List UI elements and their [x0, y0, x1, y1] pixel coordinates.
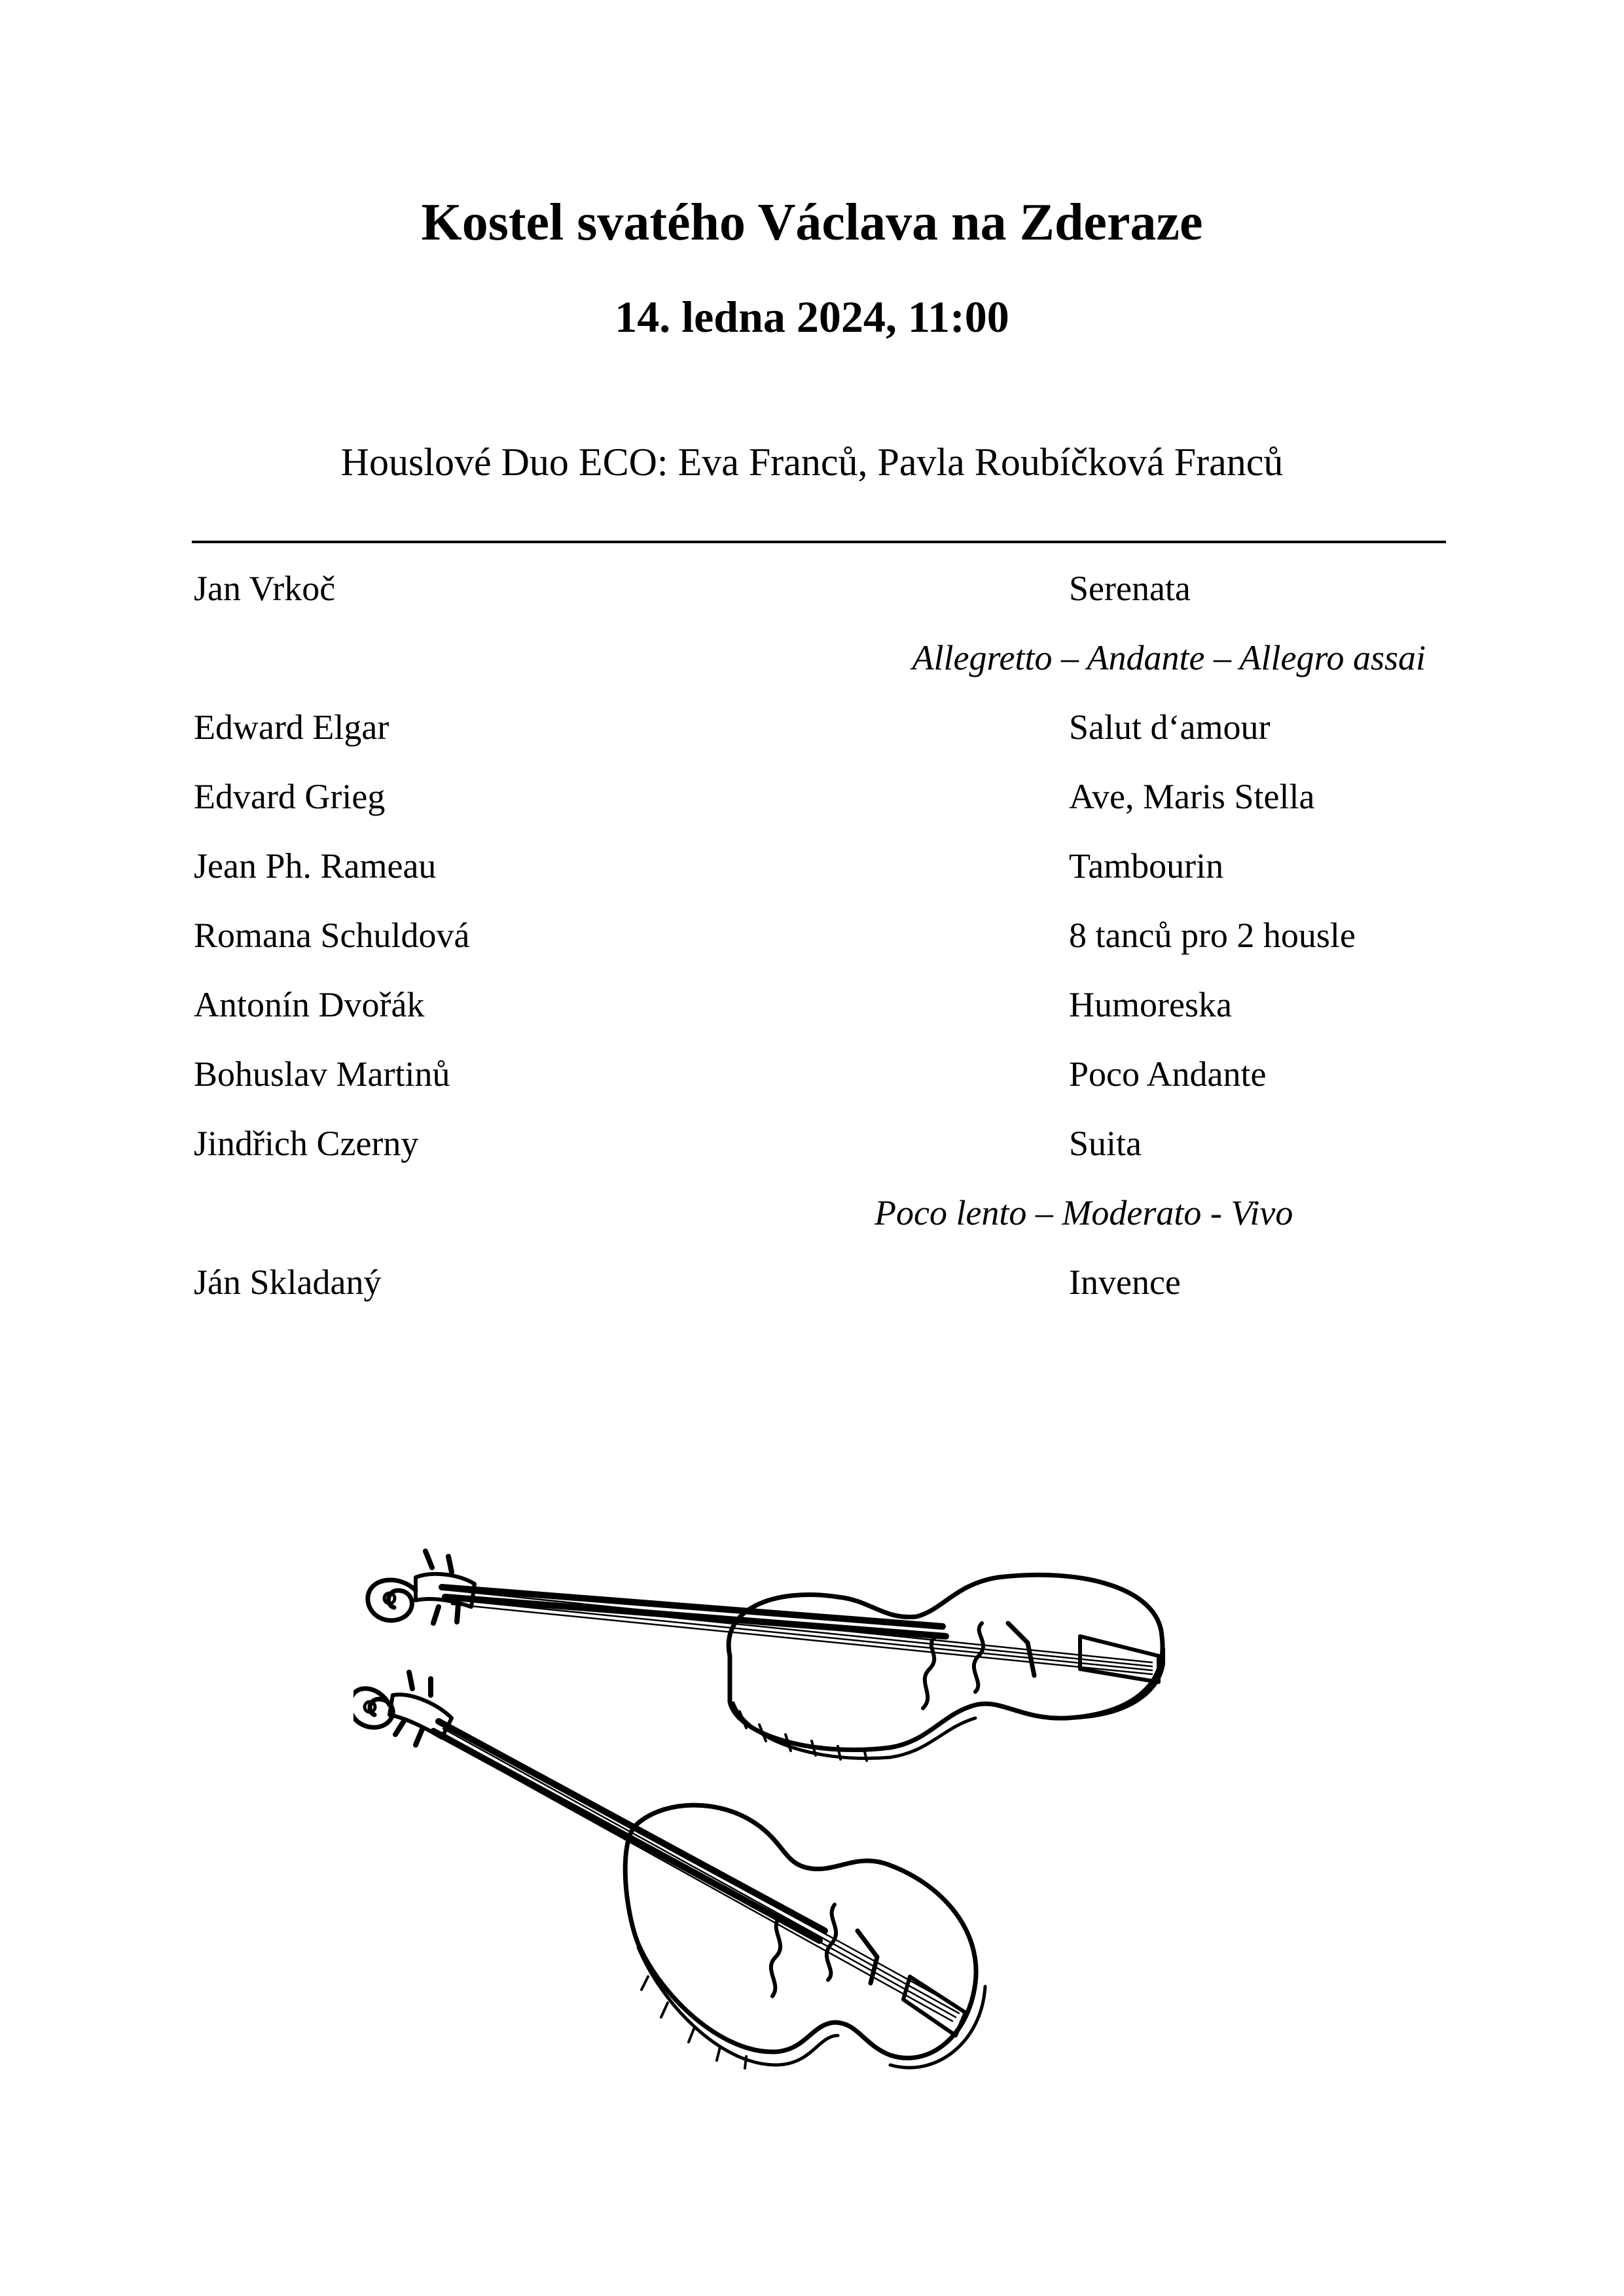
composer-name: Edward Elgar — [194, 708, 389, 747]
program-row — [0, 779, 1624, 848]
violin-lower-icon — [353, 1672, 985, 2068]
work-title: Serenata — [1069, 569, 1191, 608]
program-row — [0, 848, 1624, 918]
program-list — [0, 571, 1624, 1334]
composer-name: Jan Vrkoč — [194, 569, 336, 608]
composer-name: Jindřich Czerny — [194, 1124, 419, 1163]
program-movements-row — [0, 640, 1624, 709]
work-title: Tambourin — [1069, 846, 1224, 886]
venue-title: Kostel svatého Václava na Zderaze — [421, 194, 1203, 251]
program-row — [0, 1265, 1624, 1334]
work-title: Invence — [1069, 1263, 1181, 1302]
composer-name: Ján Skladaný — [194, 1263, 382, 1302]
violin-upper-icon — [368, 1551, 1164, 1761]
work-title: 8 tanců pro 2 housle — [1069, 916, 1356, 955]
work-title: Ave, Maris Stella — [1069, 777, 1315, 816]
program-row — [0, 571, 1624, 640]
composer-name: Romana Schuldová — [194, 916, 470, 955]
program-movements-row — [0, 1195, 1624, 1265]
performers-line: Houslové Duo ECO: Eva Franců, Pavla Roubíčková Franců — [340, 440, 1284, 484]
composer-name: Bohuslav Martinů — [194, 1054, 450, 1094]
work-title: Salut d‘amour — [1069, 708, 1271, 747]
divider-rule — [192, 541, 1446, 543]
work-title: Suita — [1069, 1124, 1142, 1163]
two-violins-illustration — [353, 1460, 1165, 2114]
program-row — [0, 918, 1624, 987]
program-row — [0, 987, 1624, 1056]
program-row — [0, 1126, 1624, 1195]
concert-date: 14. ledna 2024, 11:00 — [615, 292, 1009, 342]
program-row — [0, 709, 1624, 779]
movements-text: Allegretto – Andante – Allegro assai — [912, 638, 1426, 677]
work-title: Humoreska — [1069, 985, 1232, 1024]
composer-name: Edvard Grieg — [194, 777, 386, 816]
composer-name: Antonín Dvořák — [194, 985, 425, 1024]
movements-text: Poco lento – Moderato - Vivo — [875, 1193, 1293, 1232]
work-title: Poco Andante — [1069, 1054, 1267, 1094]
program-row — [0, 1056, 1624, 1126]
composer-name: Jean Ph. Rameau — [194, 846, 437, 886]
